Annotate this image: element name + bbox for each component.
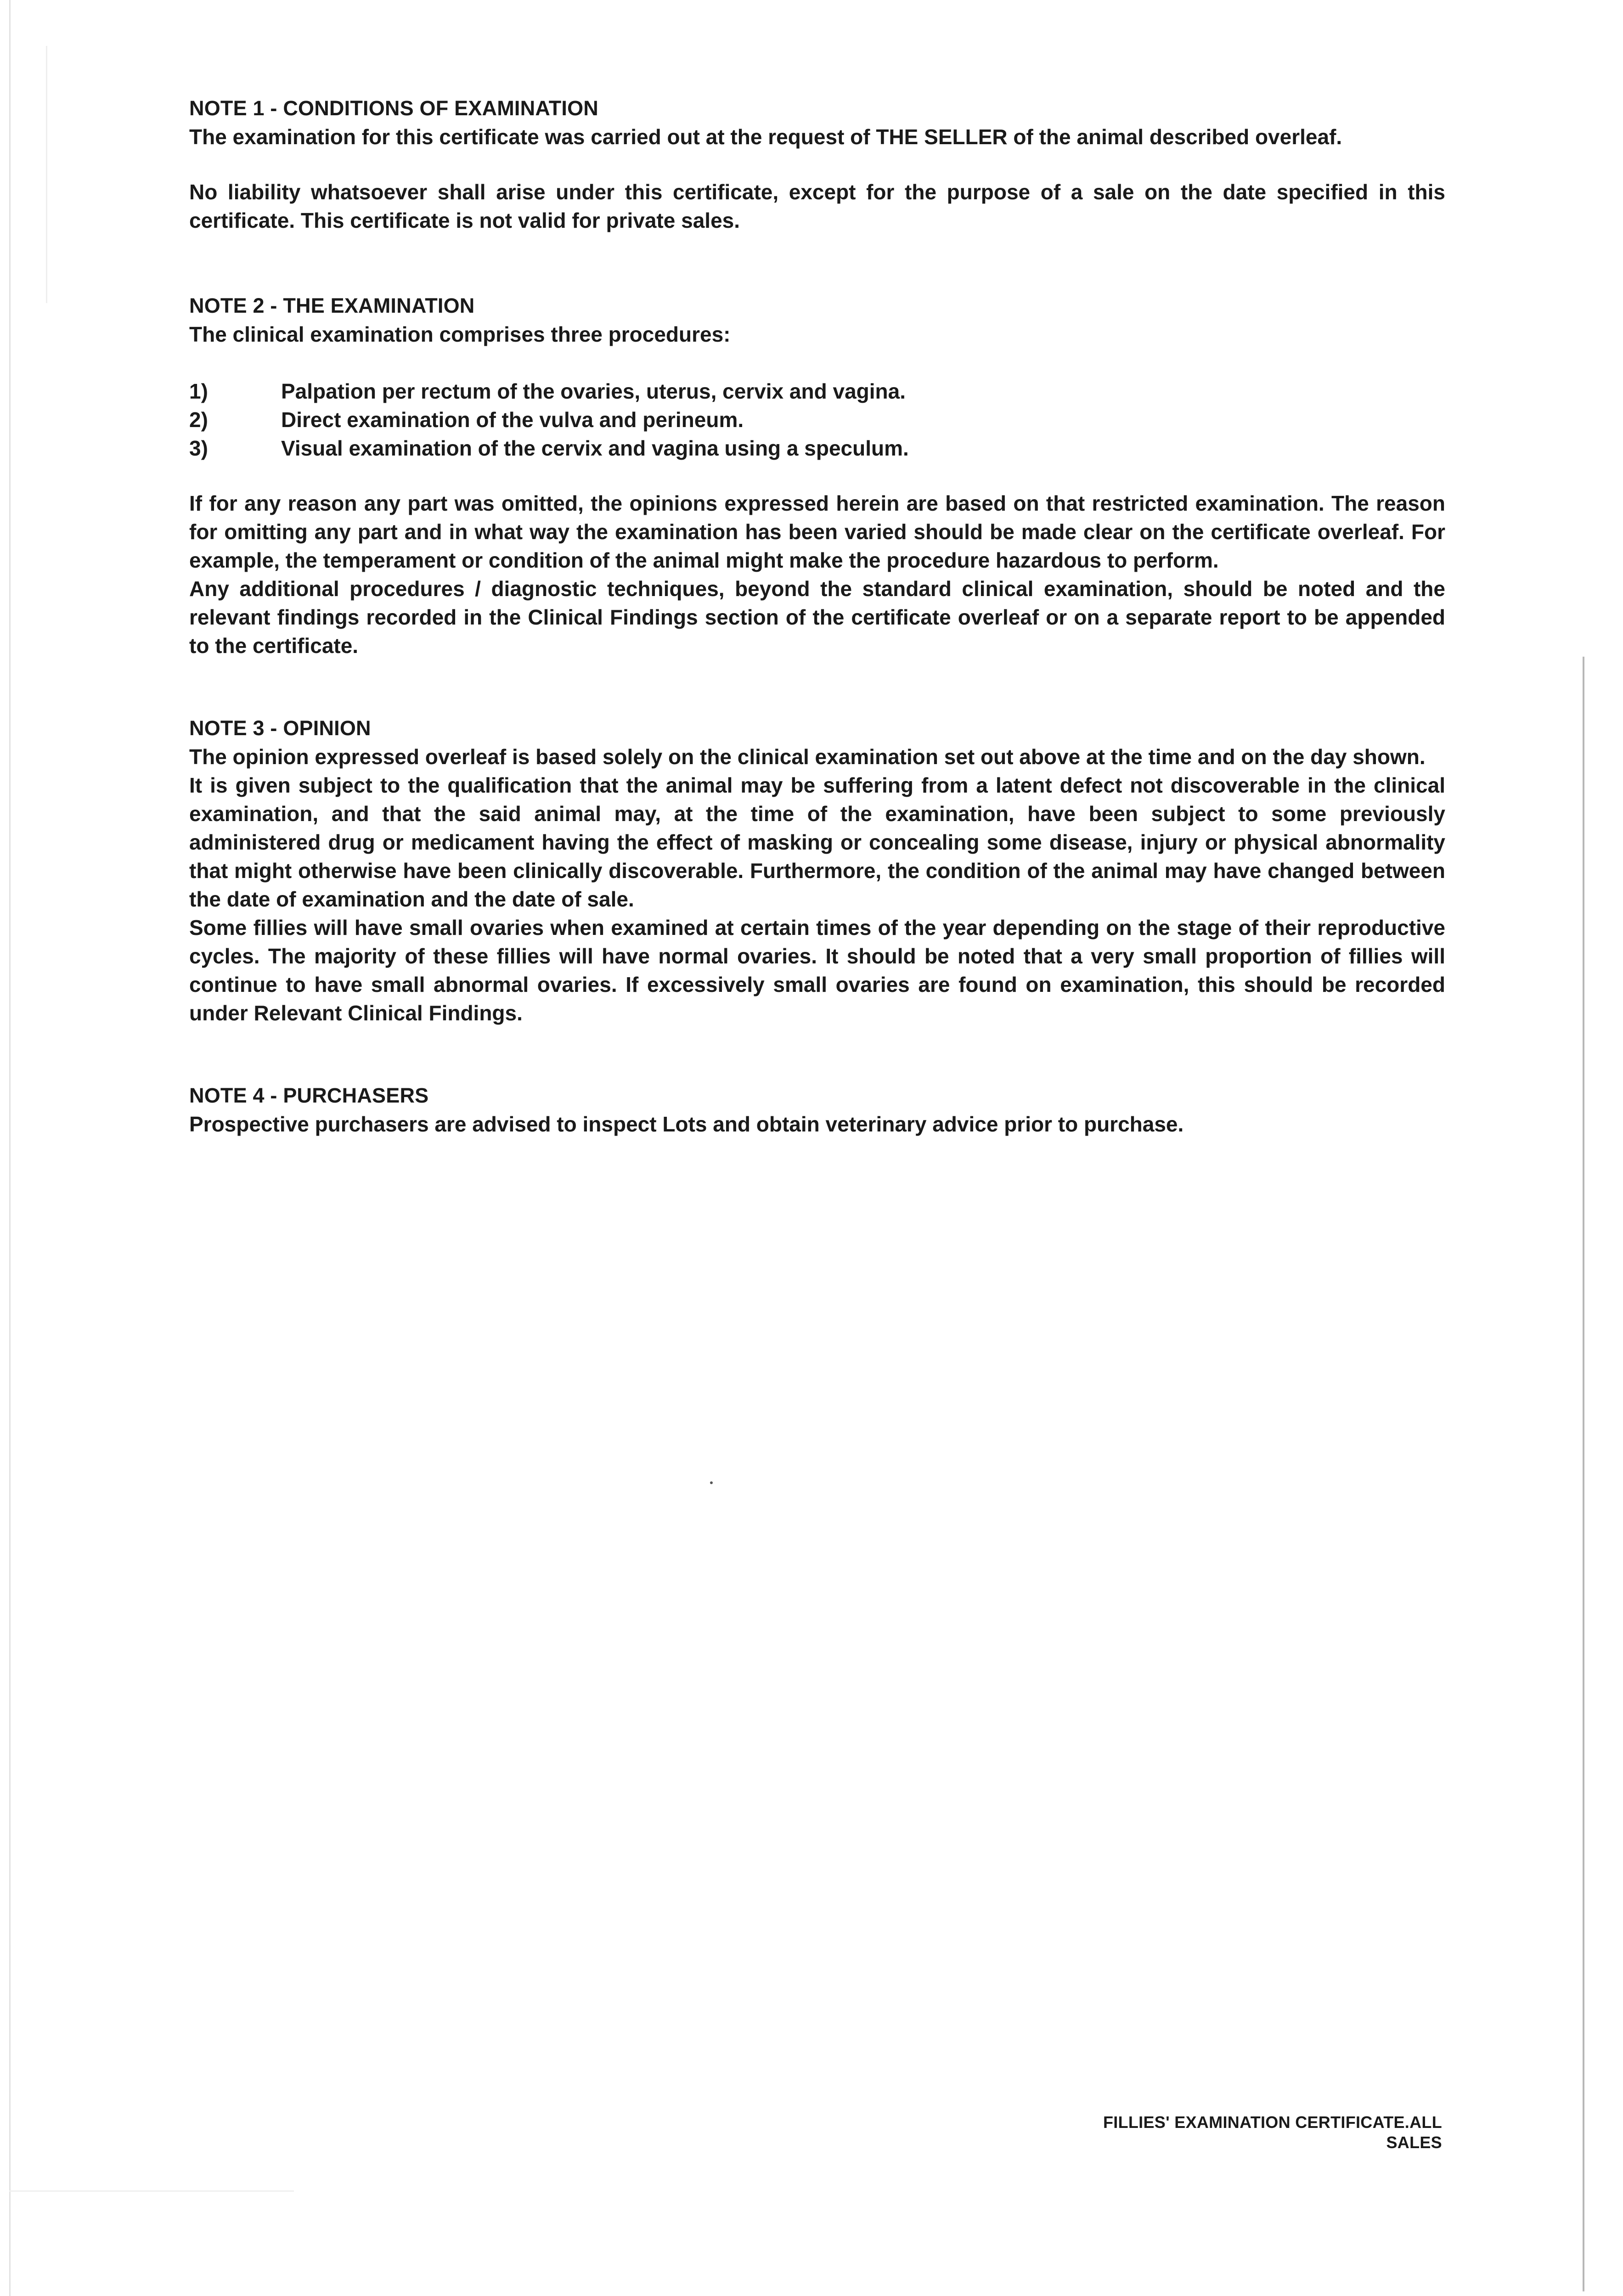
note-4-paragraph-1: Prospective purchasers are advised to inspect Lots and obtain veterinary advice prior to purchase. — [189, 1112, 1184, 1136]
note-1-title: NOTE 1 - CONDITIONS OF EXAMINATION — [189, 96, 598, 120]
footer-label: FILLIES' EXAMINATION CERTIFICATE.ALL SALES — [1103, 2113, 1442, 2152]
list-item — [189, 405, 1445, 434]
list-item-text: Palpation per rectum of the ovaries, uterus, cervix and vagina. — [281, 379, 906, 403]
note-3-paragraph-1: The opinion expressed overleaf is based solely on the clinical examination set out above at the time and on the day shown. — [189, 745, 1426, 769]
list-item — [189, 434, 1445, 462]
note-4-section — [189, 1081, 1445, 1138]
scan-edge-bottom — [9, 2190, 294, 2192]
note-3-title: NOTE 3 - OPINION — [189, 716, 371, 740]
note-1-section — [189, 94, 1445, 235]
note-2-paragraph-1: If for any reason any part was omitted, the opinions expressed herein are based on that restricted examination. The reason for omitting any part and in what way the examination has been varied should be made clear on the certificate overleaf. For example, the temperament or condition of the animal might make the procedure hazardous to perform. — [189, 491, 1445, 572]
scan-edge-right — [1583, 657, 1584, 2291]
scan-edge-left — [9, 0, 11, 2296]
document-body — [189, 94, 1445, 1138]
list-item-number: 1) — [189, 379, 208, 403]
list-item — [189, 377, 1445, 405]
list-item-text: Visual examination of the cervix and vagina using a speculum. — [281, 436, 909, 460]
note-2-paragraph-2: Any additional procedures / diagnostic techniques, beyond the standard clinical examination, should be noted and the relevant findings recorded in the Clinical Findings section of the certificate overleaf or on a separate report to be appended to the certificate. — [189, 577, 1445, 658]
note-1-paragraph-1: The examination for this certificate was carried out at the request of THE SELLER of the animal described overleaf. — [189, 125, 1342, 149]
note-1-paragraph-2: No liability whatsoever shall arise under this certificate, except for the purpose of a sale on the date specified in this certificate. This certificate is not valid for private sales. — [189, 180, 1445, 232]
procedure-list — [189, 377, 1445, 462]
list-item-number: 3) — [189, 436, 208, 460]
scan-speck — [710, 1481, 713, 1484]
scan-edge-left-faint — [46, 46, 47, 303]
note-3-section — [189, 714, 1445, 1027]
note-2-intro: The clinical examination comprises three procedures: — [189, 322, 731, 346]
note-2-title: NOTE 2 - THE EXAMINATION — [189, 294, 475, 317]
list-item-text: Direct examination of the vulva and perineum. — [281, 408, 744, 432]
note-3-paragraph-3: Some fillies will have small ovaries when examined at certain times of the year depending on the stage of their reproductive cycles. The majority of these fillies will have normal ovaries. It should be noted that a very small proportion of fillies will continue to have small abnormal ovaries. If excessively small ovaries are found on examination, this should be recorded under Relevant Clinical Findings. — [189, 916, 1445, 1025]
note-4-title: NOTE 4 - PURCHASERS — [189, 1084, 429, 1107]
note-3-paragraph-2: It is given subject to the qualification that the animal may be suffering from a latent defect not discoverable in the clinical examination, and that the said animal may, at the time of the examination, have been subject to some previously administered drug or medicament having the effect of masking or concealing some disease, injury or physical abnormality that might otherwise have been clinically discoverable. Furthermore, the condition of the animal may have changed between the date of examination and the date of sale. — [189, 773, 1445, 911]
list-item-number: 2) — [189, 408, 208, 432]
note-2-section — [189, 292, 1445, 660]
